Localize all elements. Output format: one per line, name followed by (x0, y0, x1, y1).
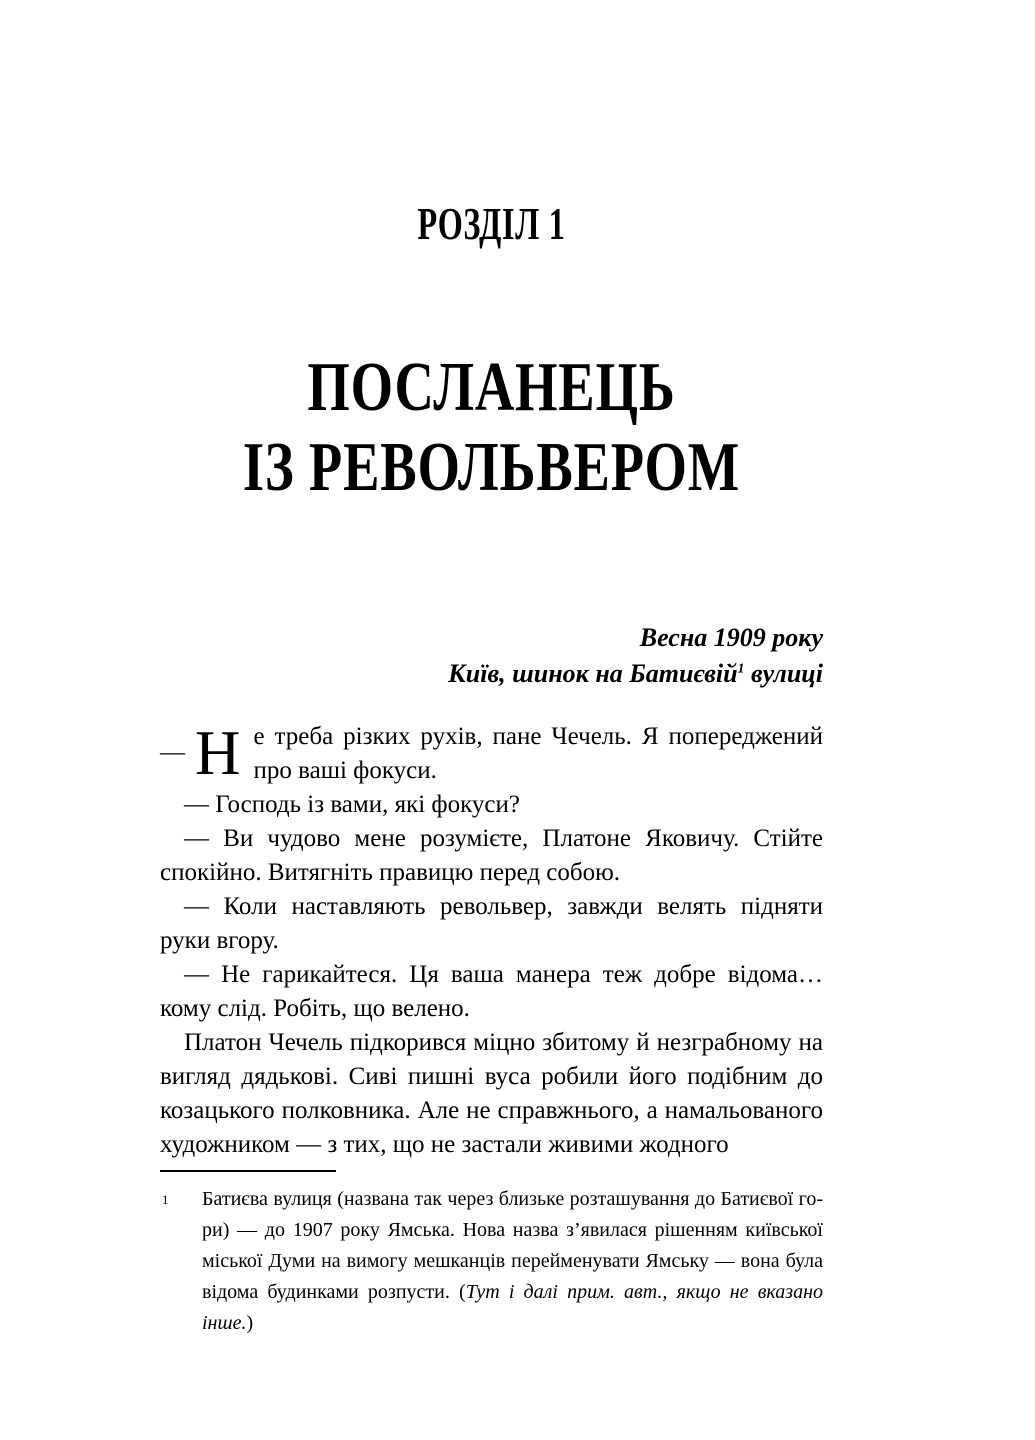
opening-paragraph (160, 720, 823, 788)
dialogue-dash: — (160, 739, 185, 766)
dateline-location-text: Київ, шинок на Батиєвій (448, 659, 738, 688)
chapter-title-line-2: ІЗ РЕВОЛЬВЕРОМ (242, 429, 741, 506)
chapter-label: РОЗДІЛ 1 (417, 198, 566, 249)
footnote-reference-mark: 1 (737, 661, 745, 677)
dateline-line-2 (160, 656, 823, 692)
dialogue-paragraph: — Не гарикайтеся. Ця ваша манера теж добре відома… кому слід. Робіть, що велено. (160, 961, 823, 1022)
narrative-paragraph: Платон Чечель підкорився міцно збитому й незграбному на вигляд дядькові. Сиві пишні вуса робили його подібним до козацького полковника. Але не справжнього, а намальованого художником — з тих, що не застали живими жодного (160, 1029, 823, 1158)
dialogue-paragraph: — Ви чудово мене розумієте, Платоне Яковичу. Стійте спокійно. Витягніть правицю перед собою. (160, 825, 823, 886)
footnote-separator-rule (160, 1170, 336, 1172)
footnote-text: Батиєва вулиця (названа так через близьке розташування до Батиєвої гори) — до 1907 року Ямська. Нова назва з’явилася рішенням київської міської Думи на вимогу мешканців перейменувати Ямську — вона була відома будинками розпусти. ( (202, 1188, 823, 1303)
dateline-location-tail: вулиці (744, 659, 823, 688)
drop-cap: Н (195, 718, 241, 788)
chapter-title-line-1: ПОСЛАНЕЦЬ (307, 349, 676, 426)
dialogue-paragraph: — Коли наставляють револьвер, завжди велять підняти руки вгору. (160, 893, 823, 954)
dialogue-paragraph: — Господь із вами, які фокуси? (184, 791, 520, 818)
chapter-title (160, 348, 823, 508)
footnote-marker: 1 (162, 1192, 169, 1207)
scene-dateline (160, 620, 823, 692)
dateline-line-1: Весна 1909 року (639, 623, 823, 652)
footnote (160, 1184, 823, 1339)
opening-paragraph-text: е треба різких рухів, пане Чечель. Я попереджений про ваші фокуси. (253, 723, 823, 784)
footnote-author-note: Тут і далі прим. авт., якщо не вказано інше. (202, 1281, 823, 1334)
footnote-closing-paren: ) (246, 1312, 254, 1334)
body-text (160, 720, 823, 1162)
